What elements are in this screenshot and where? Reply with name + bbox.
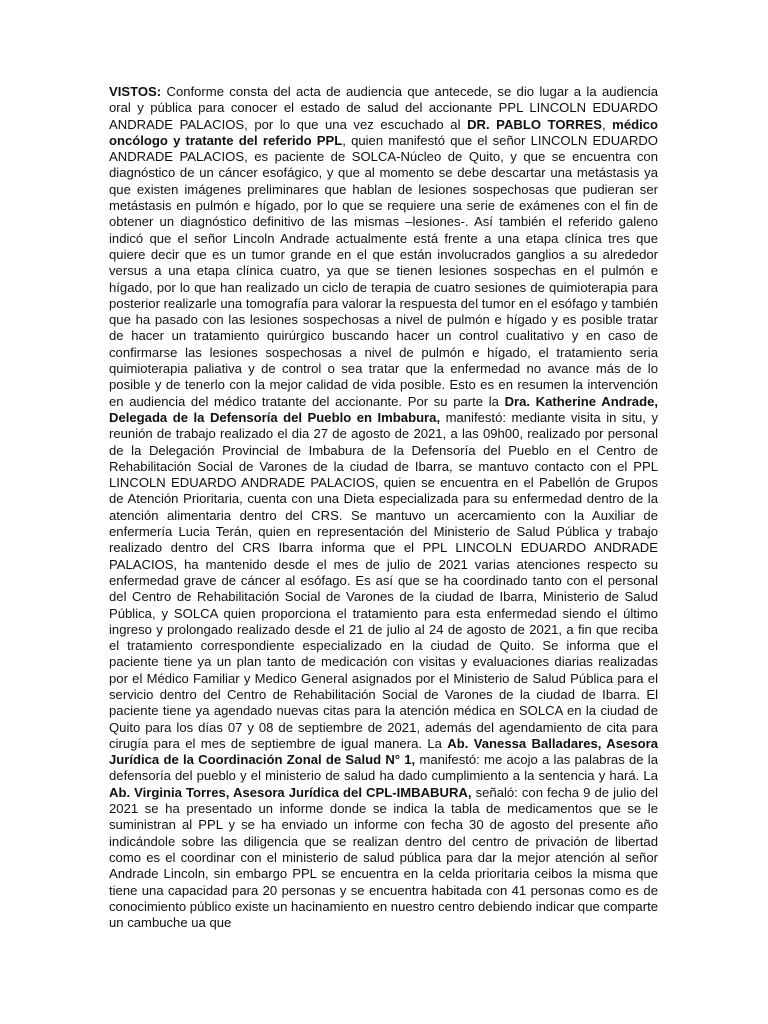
bold-name-vanessa-balladares: Ab. Vanessa Balladares, Asesora Jurídica de la Coordinación Zonal de Salud N° 1, bbox=[109, 735, 658, 768]
text-segment: manifestó: mediante visita in situ, y reunión de trabajo realizado el dia 27 de agosto de 2021, a las 09h00, realizado por personal de la Delegación Provincial de Imbabura de la Defensoría del Pueblo en el Centro de Rehabilitación Social de Varones de la ciudad de Ibarra, se mantuvo contacto con el PPL LINCOLN EDUARDO ANDRADE PALACIOS, quien se encuentra en el Pabellón de Grupos de Atención Prioritaria, cuenta con una Dieta especializada para su enfermedad dentro de la atención alimentaria dentro del CRS. Se mantuvo un acercamiento con la Auxiliar de enfermería Lucia Terán, quien en representación del Ministerio de Salud Pública y trabajo realizado dentro del CRS Ibarra informa que el PPL LINCOLN EDUARDO ANDRADE PALACIOS, ha mantenido desde el mes de julio de 2021 varias atenciones respecto su enfermedad grave de cáncer al esófago. Es así que se ha coordinado tanto con el personal del Centro de Rehabilitación Social de Varones de la ciudad de Ibarra, Ministerio de Salud Pública, y SOLCA quien proporciona el tratamiento para esta enfermedad siendo el último ingreso y prolongado realizado desde el 21 de julio al 24 de agosto de 2021, a fin que reciba el tratamiento correspondiente especializado en la ciudad de Quito. Se informa que el paciente tiene ya un plan tanto de medicación con visitas y evaluaciones diarias realizadas por el Médico Familiar y Medico General asignados por el Ministerio de Salud Pública para el servicio dentro del Centro de Rehabilitación Social de Varones de la ciudad de Ibarra. El paciente tiene ya agendado nuevas citas para la atención médica en SOLCA en la ciudad de Quito para los días 07 y 08 de septiembre de 2021, además del agendamiento de cita para cirugía para el mes de septiembre de igual manera. La bbox=[109, 409, 658, 751]
document-paragraph bbox=[109, 84, 658, 931]
bold-role-oncologist: médico oncólogo y tratante del referido PPL bbox=[109, 116, 659, 148]
bold-name-pablo-torres: DR. PABLO TORRES bbox=[467, 116, 602, 132]
bold-name-katherine-andrade: Dra. Katherine Andrade, Delegada de la Defensoría del Pueblo en Imbabura, bbox=[109, 393, 658, 425]
text-segment: manifestó: me acojo a las palabras de la defensoría del pueblo y el ministerio de salud ha dado cumplimiento a la sentencia y hará. La bbox=[109, 752, 658, 784]
text-segment: , quien manifestó que el señor LINCOLN EDUARDO ANDRADE PALACIOS, es paciente de SOLCA-Núcleo de Quito, y que se encuentra con diagnóstico de un cáncer esofágico, y que al momento se debe descartar una metástasis ya que existen imágenes preliminares que hablan de lesiones sospechosas que pudieran ser metástasis en pulmón e hígado, por lo que se requiere una serie de exámenes con el fin de obtener un diagnóstico definitivo de las mismas –lesiones-. Así también el referido galeno indicó que el señor Lincoln Andrade actualmente está frente a una etapa clínica tres que quiere decir que es un tumor grande en el que están involucrados ganglios a su alrededor versus a una etapa clínica cuatro, ya que se tienen lesiones sospechas en el pulmón e hígado, por lo que han realizado un ciclo de terapia de cuatro sesiones de quimioterapia para posterior realizarle una tomografía para valorar la respuesta del tumor en el esófago y también que ha pasado con las lesiones sospechosas a nivel de pulmón e hígado y es posible tratar de hacer un tratamiento quirúrgico buscando hacer un control cualitativo y en caso de confirmarse las lesiones sospechosas a nivel de pulmón e hígado, el tratamiento seria quimioterapia paliativa y de control o sea tratar que la enfermedad no avance más de lo posible y de tenerlo con la mejor calidad de vida posible. Esto es en resumen la intervención en audiencia del médico tratante del accionante. Por su parte la bbox=[109, 132, 658, 409]
text-segment: , bbox=[601, 116, 613, 132]
text-segment: Conforme consta del acta de audiencia que antecede, se dio lugar a la audiencia oral y pública para conocer el estado de salud del accionante PPL LINCOLN EDUARDO ANDRADE PALACIOS, por lo que una vez escuchado al bbox=[109, 84, 658, 132]
text-segment: señaló: con fecha 9 de julio del 2021 se ha presentado un informe donde se indica la tabla de medicamentos que se le suministran al PPL y se ha enviado un informe con fecha 30 de agosto del presente año indicándole sobre las diligencia que se realizan dentro del centro de privación de libertad como es el coordinar con el ministerio de salud pública para dar la mejor atención al señor Andrade Lincoln, sin embargo PPL se encuentra en la celda prioritaria ceibos la misma que tiene una capacidad para 20 personas y se encuentra habitada con 41 personas como es de conocimiento público existe un hacinamiento en nuestro centro debiendo indicar que comparte un cambuche ua que bbox=[109, 784, 658, 931]
vistos-heading: VISTOS: bbox=[109, 84, 162, 99]
bold-name-virginia-torres: Ab. Virginia Torres, Asesora Jurídica del CPL-IMBABURA, bbox=[109, 784, 472, 800]
